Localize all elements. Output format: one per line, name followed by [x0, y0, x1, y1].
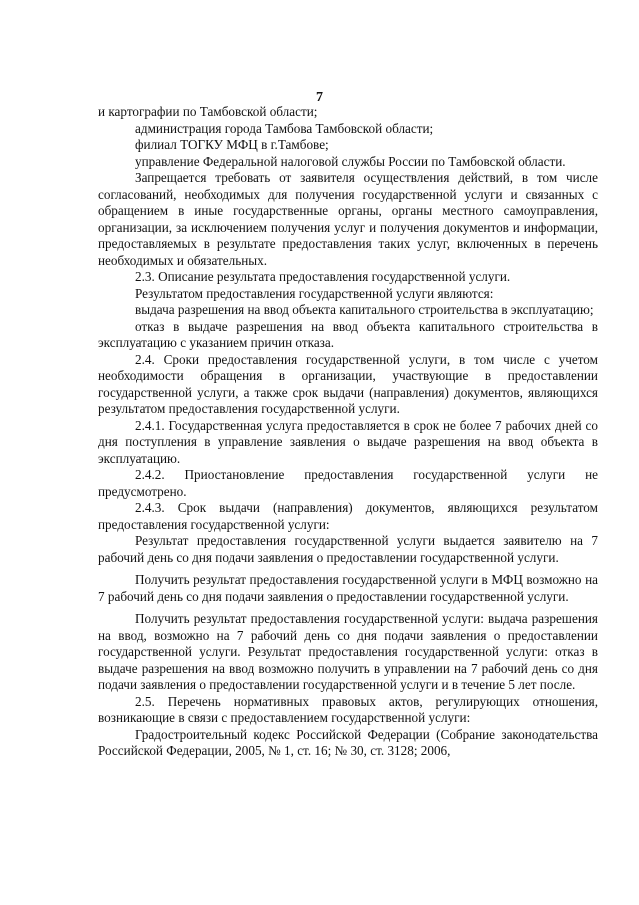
paragraph: и картографии по Тамбовской области; — [98, 104, 318, 119]
paragraph: Результат предоставления государственной услуги выдается заявителю на 7 рабочий день со дня подачи заявления о предоставлении государственной услуги. — [98, 533, 598, 565]
paragraph: Градостроительный кодекс Российской Федерации (Собрание законодательства Российской Федерации, 2005, № 1, ст. 16; № 30, ст. 3128; 2006, — [98, 726, 598, 758]
paragraph: администрация города Тамбова Тамбовской области; — [135, 120, 434, 136]
paragraph: Результатом предоставления государственной услуги являются: — [135, 285, 494, 301]
paragraph: Получить результат предоставления государственной услуги: выдача разрешения на ввод, возможно на 7 рабочий день со дня подачи заявления о предоставлении государственной услуги. Результат предоставления государственной услуги: отказ в выдаче разрешения на ввод возможно получить в управлении на 7 рабочий день со дня подачи заявления о предоставлении государственной услуги и в течение 5 лет после. — [98, 611, 598, 692]
section-heading: 2.3. Описание результата предоставления государственной услуги. — [135, 269, 511, 284]
paragraph: отказ в выдаче разрешения на ввод объекта капитального строительства в эксплуатацию с указанием причин отказа. — [98, 318, 598, 350]
section-heading: 2.4. Сроки предоставления государственной услуги, в том числе с учетом необходимости обращения в организации, участвующие в предоставлении государственной услуги, а также срок выдачи (направления) документов, являющихся результатом предоставления государственной услуги. — [98, 351, 598, 416]
document-body — [98, 104, 598, 760]
paragraph: филиал ТОГКУ МФЦ в г.Тамбове; — [135, 137, 329, 152]
paragraph: 2.4.1. Государственная услуга предоставляется в срок не более 7 рабочих дней со дня поступления в управление заявления о выдаче разрешения на ввод объекта в эксплуатацию. — [98, 417, 598, 466]
paragraph: Запрещается требовать от заявителя осуществления действий, в том числе согласований, необходимых для получения государственной услуги и связанных с обращением в иные государственные органы, органы местного самоуправления, организации, за исключением получения услуг и получения документов и информации, предоставляемых в результате предоставления таких услуг, включенных в перечень необходимых и обязательных. — [98, 170, 598, 268]
page-number: 7 — [316, 90, 323, 105]
paragraph: выдача разрешения на ввод объекта капитального строительства в эксплуатацию; — [135, 302, 594, 317]
section-heading: 2.5. Перечень нормативных правовых актов, регулирующих отношения, возникающие в связи с предоставлением государственной услуги: — [98, 693, 598, 725]
paragraph: 2.4.3. Срок выдачи (направления) документов, являющихся результатом предоставления государственной услуги: — [98, 500, 598, 532]
paragraph: управление Федеральной налоговой службы России по Тамбовской области. — [135, 153, 566, 169]
paragraph: Получить результат предоставления государственной услуги в МФЦ возможно на 7 рабочий день со дня подачи заявления о предоставлении государственной услуги. — [98, 572, 598, 604]
paragraph: 2.4.2. Приостановление предоставления государственной услуги не предусмотрено. — [98, 467, 598, 499]
